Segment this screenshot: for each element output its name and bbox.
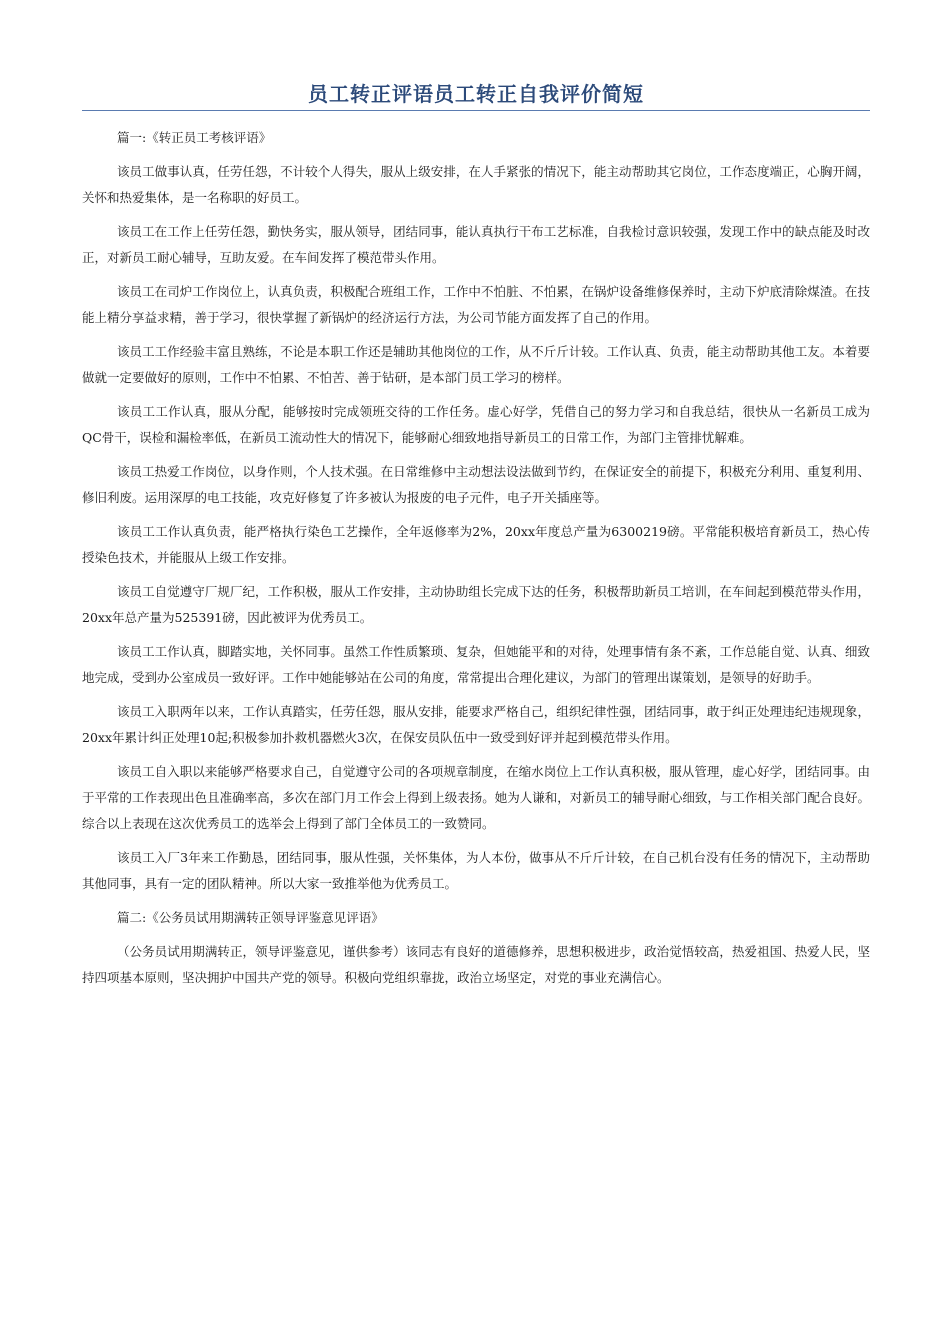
- paragraph: 该员工热爱工作岗位，以身作则，个人技术强。在日常维修中主动想法设法做到节约，在保证安全的前提下，积极充分利用、重复利用、修旧利废。运用深厚的电工技能，攻克好修复了许多被认为报废的电子元件，电子开关插座等。: [82, 464, 870, 505]
- section2-heading: 篇二:《公务员试用期满转正领导评鉴意见评语》: [117, 910, 384, 925]
- paragraph: 该员工工作认真负责，能严格执行染色工艺操作，全年返修率为2%，20xx年度总产量为6300219磅。平常能积极培育新员工，热心传授染色技术，并能服从上级工作安排。: [82, 524, 870, 565]
- section1-paragraphs: [82, 159, 870, 897]
- paragraph: 该员工在司炉工作岗位上，认真负责，积极配合班组工作，工作中不怕脏、不怕累，在锅炉设备维修保养时，主动下炉底清除煤渣。在技能上精分享益求精，善于学习，很快掌握了新锅炉的经济运行方法，为公司节能方面发挥了自己的作用。: [82, 284, 870, 325]
- title-underline: [82, 110, 870, 111]
- paragraph: 该员工工作经验丰富且熟练，不论是本职工作还是辅助其他岗位的工作，从不斤斤计较。工作认真、负责，能主动帮助其他工友。本着要做就一定要做好的原则，工作中不怕累、不怕苦、善于钻研，是本部门员工学习的榜样。: [82, 344, 870, 385]
- paragraph: 该员工做事认真，任劳任怨，不计较个人得失，服从上级安排，在人手紧张的情况下，能主动帮助其它岗位，工作态度端正，心胸开阔，关怀和热爱集体，是一名称职的好员工。: [82, 164, 870, 205]
- paragraph: 该员工工作认真，服从分配，能够按时完成领班交待的工作任务。虚心好学，凭借自己的努力学习和自我总结，很快从一名新员工成为QC骨干，误检和漏检率低，在新员工流动性大的情况下，能够耐心细致地指导新员工的日常工作，为部门主管排忧解难。: [82, 404, 870, 445]
- paragraph: （公务员试用期满转正，领导评鉴意见，谨供参考）该同志有良好的道德修养，思想积极进步，政治觉悟较高，热爱祖国、热爱人民，坚持四项基本原则，坚决拥护中国共产党的领导。积极向党组织靠拢，政治立场坚定，对党的事业充满信心。: [82, 944, 870, 985]
- section1-heading: 篇一:《转正员工考核评语》: [117, 130, 272, 145]
- paragraph: 该员工自觉遵守厂规厂纪，工作积极，服从工作安排，主动协助组长完成下达的任务，积极帮助新员工培训，在车间起到模范带头作用，20xx年总产量为525391磅，因此被评为优秀员工。: [82, 584, 870, 625]
- paragraph: 该员工工作认真，脚踏实地，关怀同事。虽然工作性质繁琐、复杂，但她能平和的对待，处理事情有条不紊，工作总能自觉、认真、细致地完成，受到办公室成员一致好评。工作中她能够站在公司的角度，常常提出合理化建议，为部门的管理出谋策划，是领导的好助手。: [82, 644, 870, 685]
- document-body: [82, 125, 870, 991]
- paragraph: 该员工自入职以来能够严格要求自己，自觉遵守公司的各项规章制度，在缩水岗位上工作认真积极，服从管理，虚心好学，团结同事。由于平常的工作表现出色且准确率高，多次在部门月工作会上得到上级表扬。她为人谦和，对新员工的辅导耐心细致，与工作相关部门配合良好。综合以上表现在这次优秀员工的选举会上得到了部门全体员工的一致赞同。: [82, 764, 870, 831]
- paragraph: 该员工入厂3年来工作勤恳，团结同事，服从性强，关怀集体，为人本份，做事从不斤斤计较，在自己机台没有任务的情况下，主动帮助其他同事，具有一定的团队精神。所以大家一致推举他为优秀员工。: [82, 850, 870, 891]
- paragraph: 该员工在工作上任劳任怨，勤快务实，服从领导，团结同事，能认真执行干布工艺标准，自我检讨意识较强，发现工作中的缺点能及时改正，对新员工耐心辅导，互助友爱。在车间发挥了模范带头作用。: [82, 224, 870, 265]
- paragraph: 该员工入职两年以来，工作认真踏实，任劳任怨，服从安排，能要求严格自己，组织纪律性强，团结同事，敢于纠正处理违纪违规现象，20xx年累计纠正处理10起;积极参加扑救机器燃火3次，在保安员队伍中一致受到好评并起到模范带头作用。: [82, 704, 870, 745]
- document-title: 员工转正评语员工转正自我评价简短: [308, 82, 644, 106]
- section2-paragraphs: [82, 939, 870, 991]
